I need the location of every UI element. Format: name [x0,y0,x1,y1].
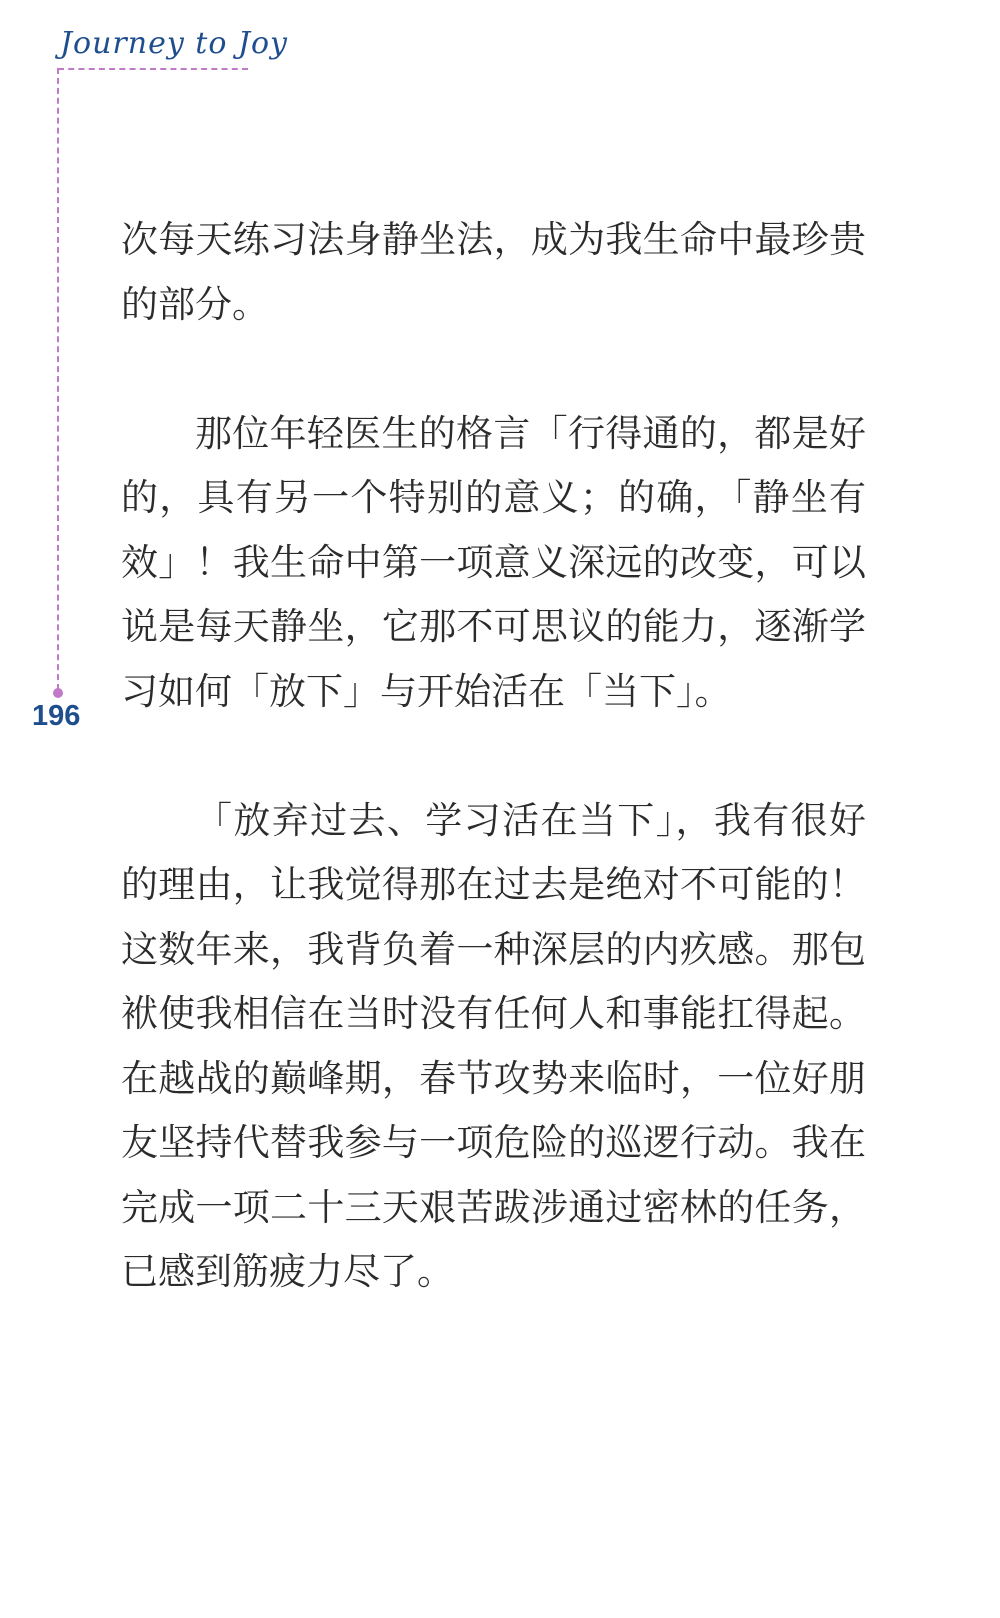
body-text [121,208,866,1305]
paragraph-2: 那位年轻医生的格言「行得通的，都是好的，具有另一个特别的意义；的确，「静坐有效」！我生命中第一项意义深远的改变，可以说是每天静坐，它那不可思议的能力，逐渐学习如何「放下」与开始活在「当下」。 [121,411,866,713]
margin-guide-dot [53,688,63,698]
paragraph-3: 「放弃过去、学习活在当下」，我有很好的理由，让我觉得那在过去是绝对不可能的！这数年来，我背负着一种深层的内疚感。那包袱使我相信在当时没有任何人和事能扛得起。在越战的巅峰期，春节攻势来临时，一位好朋友坚持代替我参与一项危险的巡逻行动。我在完成一项二十三天艰苦跋涉通过密林的任务，已感到筋疲力尽了。 [121,798,866,1293]
running-header-title: Journey to Joy [60,26,288,61]
margin-guide-line [57,68,59,690]
header-guide-line [58,68,248,70]
page-number: 196 [32,700,81,732]
paragraph-1: 次每天练习法身静坐法，成为我生命中最珍贵的部分。 [121,218,866,326]
